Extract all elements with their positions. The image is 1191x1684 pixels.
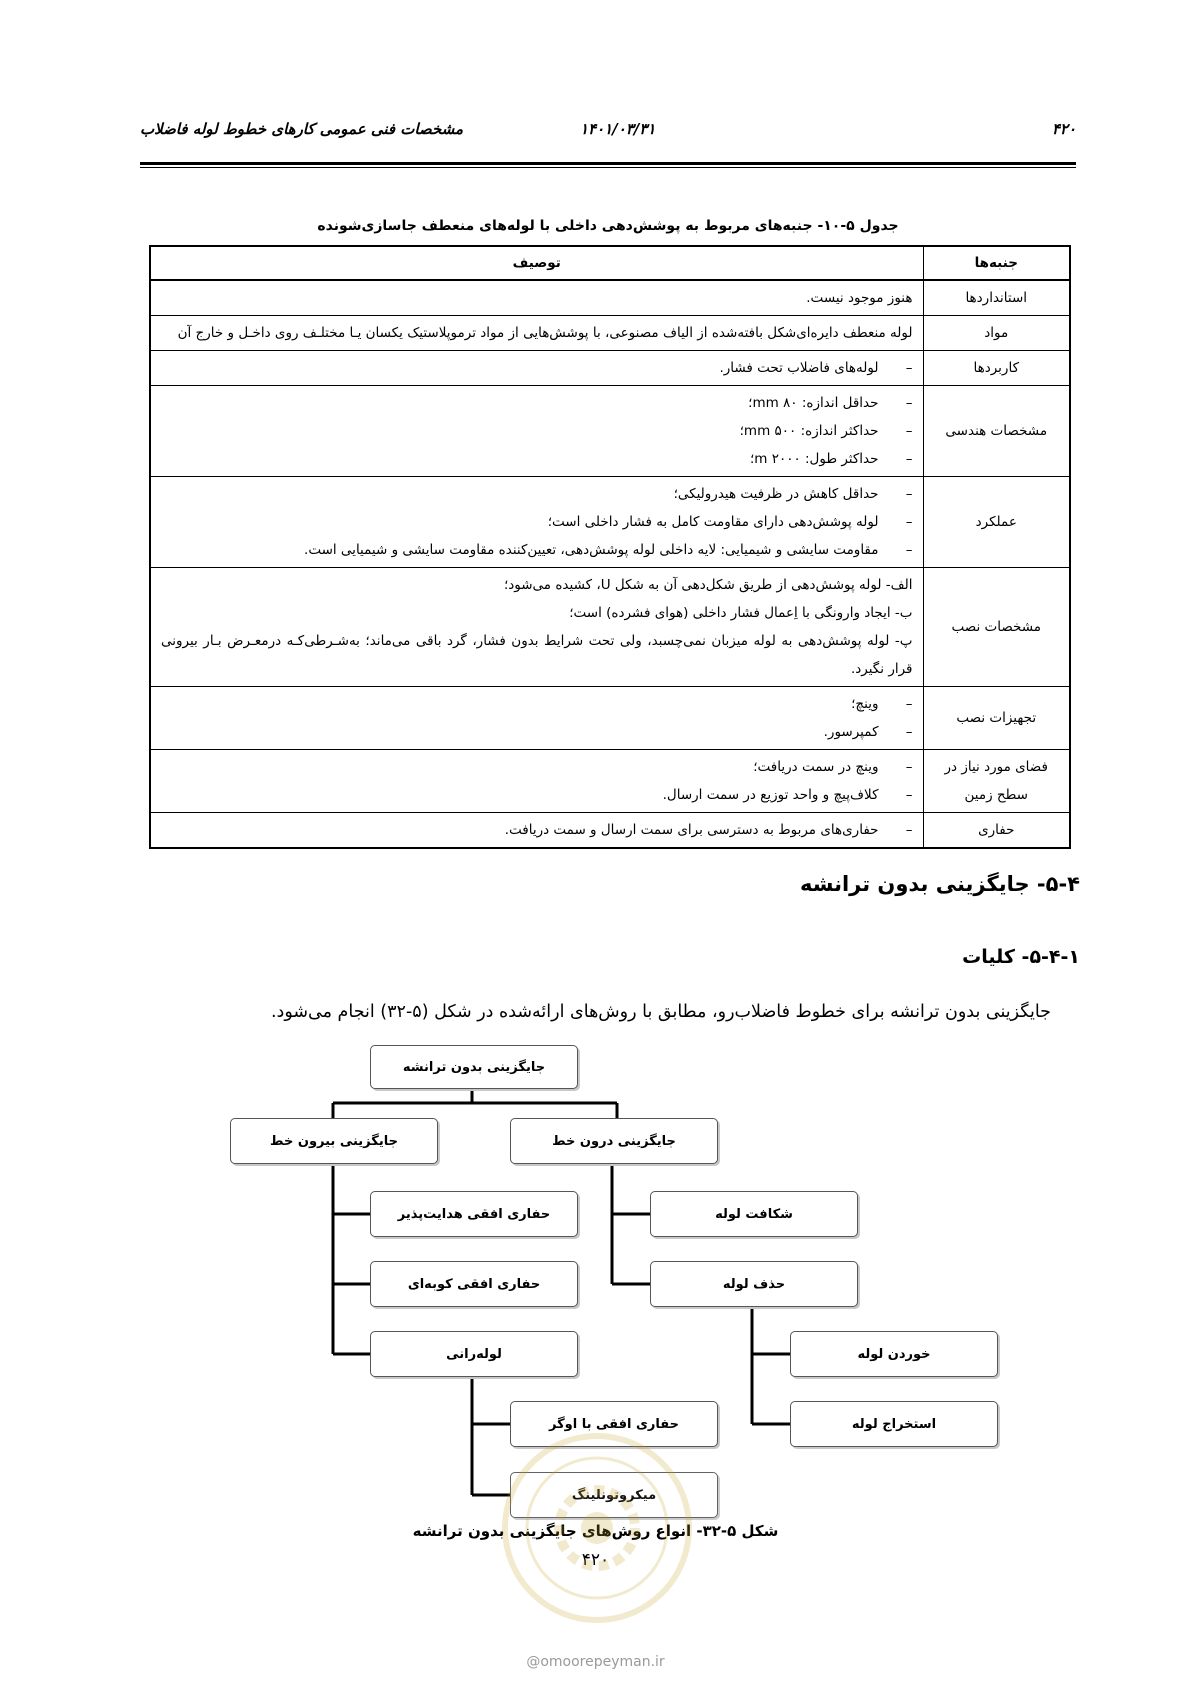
- diagram-node-pipe-jacking: لوله‌رانی: [370, 1331, 578, 1377]
- table-row: [150, 316, 1070, 351]
- header-rule-thin: [140, 167, 1076, 168]
- description-cell: [150, 316, 923, 351]
- bullet-dash: –: [892, 822, 913, 838]
- description-line: الف- لوله پوشش‌دهی از طریق شکل‌دهی آن به شکل U، کشیده می‌شود؛: [503, 577, 913, 593]
- section-heading: ۵-۴- جایگزینی بدون ترانشه: [799, 872, 1080, 896]
- table-row: [150, 568, 1070, 687]
- aspect-cell: مشخصات هندسی: [923, 386, 1070, 477]
- header-page-number: ۴۲۰: [1051, 120, 1076, 138]
- table-header-row: [150, 246, 1070, 280]
- description-cell: [150, 386, 923, 477]
- bullet-dash: –: [892, 542, 913, 558]
- description-line: وینچ در سمت دریافت؛: [753, 759, 879, 775]
- diagram-node-online: جایگزینی درون خط: [510, 1118, 718, 1164]
- bullet-dash: –: [892, 787, 913, 803]
- diagram-node-impact-boring: حفاری افقی کوبه‌ای: [370, 1261, 578, 1307]
- bullet-dash: –: [892, 724, 913, 740]
- specification-table: [149, 245, 1071, 849]
- column-header-aspects: جنبه‌ها: [923, 246, 1070, 280]
- diagram-node-root: جایگزینی بدون ترانشه: [370, 1045, 578, 1089]
- diagram-node-hdd: حفاری افقی هدایت‌پذیر: [370, 1191, 578, 1237]
- bullet-dash: –: [892, 514, 913, 530]
- table-row: [150, 477, 1070, 568]
- table-row: [150, 280, 1070, 316]
- bullet-dash: –: [892, 423, 913, 439]
- description-line: حفاری‌های مربوط به دسترسی برای سمت ارسال و سمت دریافت.: [504, 822, 879, 838]
- description-cell: [150, 280, 923, 316]
- diagram-node-offline: جایگزینی بیرون خط: [230, 1118, 438, 1164]
- description-cell: [150, 477, 923, 568]
- description-line: حداکثر اندازه: ۵۰۰ mm؛: [739, 423, 879, 439]
- watermark-seal-icon: [497, 1428, 697, 1628]
- bullet-dash: –: [892, 486, 913, 502]
- aspect-cell: فضای مورد نیاز در سطح زمین: [923, 750, 1070, 813]
- description-line: کلاف‌پیچ و واحد توزیع در سمت ارسال.: [662, 787, 879, 803]
- description-line: هنوز موجود نیست.: [806, 290, 913, 306]
- page-header: [140, 118, 1076, 152]
- diagram-node-auger-boring: حفاری افقی با اوگر: [510, 1401, 718, 1447]
- diagram-node-pipe-extraction: استخراج لوله: [790, 1401, 998, 1447]
- subsection-heading: ۵-۴-۱- کلیات: [962, 946, 1080, 968]
- table-caption: جدول ۵-۱۰- جنبه‌های مربوط به پوشش‌دهی داخلی با لوله‌های منعطف جاسازی‌شونده: [317, 218, 899, 234]
- figure-caption: شکل ۵-۳۲- انواع روش‌های جایگزینی بدون ترانشه: [412, 1522, 779, 1540]
- description-line: لوله منعطف دایره‌ای‌شکل بافته‌شده از الیاف مصنوعی، با پوشش‌هایی از مواد ترموپلاستیک یکسان یـا مختلـف روی داخـل و خارج آن: [177, 325, 913, 341]
- body-paragraph: جایگزینی بدون ترانشه برای خطوط فاضلاب‌رو، مطابق با روش‌های ارائه‌شده در شکل (۵-۳۲) انجام می‌شود.: [270, 1002, 1051, 1022]
- description-cell: [150, 351, 923, 386]
- diagram-node-microtunneling: میکروتونلینگ: [510, 1472, 718, 1518]
- description-cell: [150, 568, 923, 687]
- document-title: مشخصات فنی عمومی کارهای خطوط لوله فاضلاب: [140, 120, 464, 138]
- watermark-url: @omoorepeyman.ir: [526, 1654, 665, 1670]
- description-line: حداکثر طول: ۲۰۰۰ m؛: [749, 451, 879, 467]
- description-line: لوله پوشش‌دهی دارای مقاومت کامل به فشار داخلی است؛: [547, 514, 879, 530]
- bullet-dash: –: [892, 759, 913, 775]
- bullet-dash: –: [892, 451, 913, 467]
- description-line: پ- لوله پوشش‌دهی به لوله میزبان نمی‌چسبد، ولی تحت شرایط بدون فشار، گرد باقی می‌ماند؛ بەشـرطی‌کـه درمعـرض بـار بیرونی قرار نگیرد.: [161, 633, 913, 677]
- description-line: لوله‌های فاضلاب تحت فشار.: [719, 360, 879, 376]
- bullet-dash: –: [892, 395, 913, 411]
- description-line: ب- ایجاد وارونگی با اِعمال فشار داخلی (هوای فشرده) است؛: [569, 605, 913, 621]
- table-row: [150, 351, 1070, 386]
- footer-page-number: ۴۲۰: [581, 1550, 610, 1570]
- bullet-dash: –: [892, 696, 913, 712]
- description-line: وینچ؛: [851, 696, 879, 712]
- table-row: [150, 386, 1070, 477]
- table-row: [150, 750, 1070, 813]
- aspect-cell: تجهیزات نصب: [923, 687, 1070, 750]
- description-cell: [150, 750, 923, 813]
- table-row: [150, 813, 1070, 849]
- diagram-node-pipe-eating: خوردن لوله: [790, 1331, 998, 1377]
- bullet-dash: –: [892, 360, 913, 376]
- aspect-cell: استانداردها: [923, 280, 1070, 316]
- aspect-cell: مشخصات نصب: [923, 568, 1070, 687]
- aspect-cell: کاربردها: [923, 351, 1070, 386]
- description-line: مقاومت سایشی و شیمیایی: لایه داخلی لوله پوشش‌دهی، تعیین‌کننده مقاومت سایشی و شیمیایی است.: [304, 542, 879, 558]
- description-cell: [150, 813, 923, 849]
- aspect-cell: عملکرد: [923, 477, 1070, 568]
- document-date: ۱۴۰۱/۰۳/۳۱: [580, 120, 656, 138]
- description-line: حداقل کاهش در ظرفیت هیدرولیکی؛: [673, 486, 879, 502]
- description-line: کمپرسور.: [823, 724, 879, 740]
- description-line: حداقل اندازه: ۸۰ mm؛: [748, 395, 879, 411]
- diagram-node-pipe-bursting: شکافت لوله: [650, 1191, 858, 1237]
- diagram-node-pipe-removal: حذف لوله: [650, 1261, 858, 1307]
- aspect-cell: مواد: [923, 316, 1070, 351]
- aspect-cell: حفاری: [923, 813, 1070, 849]
- column-header-description: توصیف: [150, 246, 923, 280]
- table-row: [150, 687, 1070, 750]
- description-cell: [150, 687, 923, 750]
- header-rule: [140, 162, 1076, 165]
